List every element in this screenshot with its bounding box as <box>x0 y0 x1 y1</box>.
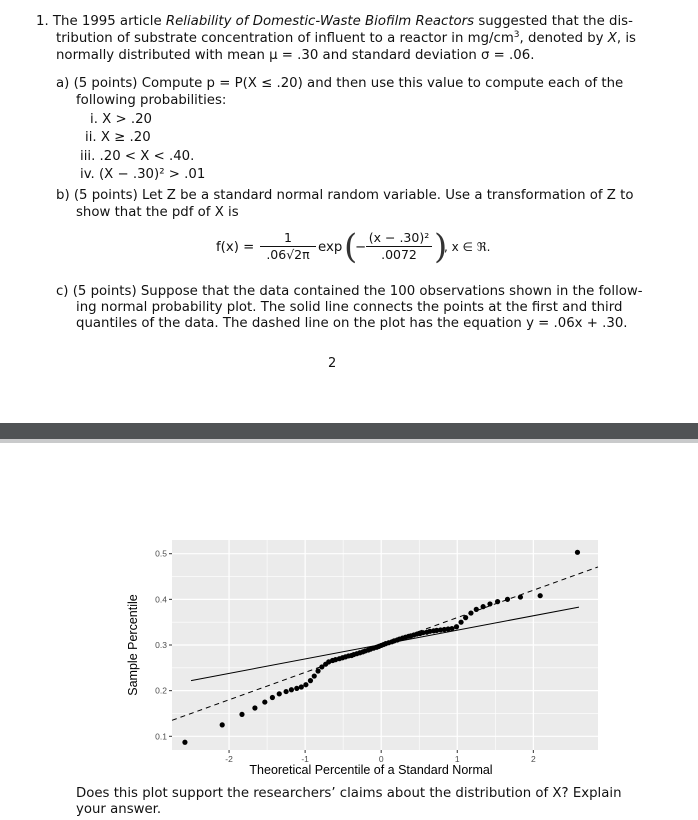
y-tick-label: 0.5 <box>155 548 167 559</box>
x-axis-ticks <box>225 750 536 764</box>
data-point <box>495 599 500 604</box>
page-gap <box>0 423 698 439</box>
intro-line-1: 1. The 1995 article Reliability of Domestic-Waste Biofilm Reactors suggested that the dis- <box>36 14 633 29</box>
formula-domain: , x ∈ ℜ. <box>444 240 491 254</box>
data-point <box>277 691 282 696</box>
data-point <box>252 705 257 710</box>
data-point <box>312 673 317 678</box>
data-point <box>262 699 267 704</box>
formula-left-paren: ( <box>344 227 358 267</box>
part-c-line-3: quantiles of the data. The dashed line on the plot has the equation y = .06x + .30. <box>76 316 628 331</box>
data-point <box>575 550 580 555</box>
data-point <box>220 722 225 727</box>
part-b-line-1: b) (5 points) Let Z be a standard normal random variable. Use a transformation of Z to <box>56 188 634 203</box>
part-a-line-2: following probabilities: <box>76 93 227 108</box>
data-point <box>505 597 510 602</box>
x-tick-label: 0 <box>378 754 384 764</box>
data-point <box>270 695 275 700</box>
part-a-item-3: iii. .20 < X < .40. <box>80 149 195 164</box>
data-point <box>454 624 459 629</box>
part-a-item-4: iv. (X − .30)² > .01 <box>80 167 206 182</box>
pdf-formula <box>216 228 516 274</box>
data-point <box>458 620 463 625</box>
formula-fraction-2 <box>366 230 432 263</box>
y-tick-label: 0.3 <box>155 640 167 650</box>
data-point <box>487 601 492 606</box>
intro-line-3: normally distributed with mean μ = .30 and standard deviation σ = .06. <box>56 48 535 63</box>
page-number: 2 <box>328 356 337 371</box>
x-tick-label: -1 <box>301 754 309 764</box>
part-b-line-2: show that the pdf of X is <box>76 205 239 220</box>
fraction-2-numerator: (x − .30)² <box>368 230 430 245</box>
part-a-line-1: a) (5 points) Compute p = P(X ≤ .20) and then use this value to compute each of the <box>56 76 624 91</box>
data-point <box>294 686 299 691</box>
part-c-line-1: c) (5 points) Suppose that the data contained the 100 observations shown in the follow- <box>56 284 643 299</box>
y-tick-label: 0.1 <box>155 731 167 742</box>
data-point <box>303 682 308 687</box>
page-2 <box>0 443 698 820</box>
data-point <box>449 626 454 631</box>
data-point <box>518 594 523 599</box>
data-point <box>299 684 304 689</box>
y-tick-label: 0.4 <box>155 594 167 605</box>
y-axis-ticks <box>155 549 172 742</box>
x-tick-label: 1 <box>454 754 460 764</box>
data-point <box>538 593 543 598</box>
data-point <box>468 610 473 615</box>
x-tick-label: -2 <box>225 754 233 764</box>
formula-right-paren: ) <box>434 227 448 267</box>
normal-probability-plot <box>0 443 698 783</box>
data-point <box>481 604 486 609</box>
fraction-1-denominator: .06√2π <box>266 247 310 262</box>
formula-minus: − <box>355 240 367 255</box>
fraction-2-denominator: .0072 <box>381 247 417 262</box>
part-c-line-2: ing normal probability plot. The solid line connects the points at the first and third <box>76 300 623 315</box>
data-point <box>289 687 294 692</box>
x-tick-label: 2 <box>530 754 536 764</box>
data-point <box>182 740 187 745</box>
data-point <box>284 689 289 694</box>
question-line-1: Does this plot support the researchers’ claims about the distribution of X? Explain <box>76 786 622 801</box>
part-a-item-2: ii. X ≥ .20 <box>85 130 151 145</box>
part-a-item-1: i. X > .20 <box>90 112 152 127</box>
fraction-1-numerator: 1 <box>284 230 292 245</box>
data-point <box>474 607 479 612</box>
x-axis-label: Theoretical Percentile of a Standard Normal <box>249 763 493 777</box>
y-axis-label: Sample Percentile <box>126 594 140 696</box>
formula-lhs: f(x) = <box>216 240 255 255</box>
formula-exp: exp <box>318 240 343 255</box>
data-point <box>239 712 244 717</box>
data-point <box>463 615 468 620</box>
intro-line-2: tribution of substrate concentration of influent to a reactor in $mg/cm^3$, denoted by X, is <box>56 30 636 46</box>
data-point <box>315 668 320 673</box>
formula-fraction-1 <box>260 230 316 263</box>
question-line-2: your answer. <box>76 802 162 817</box>
data-point <box>308 678 313 683</box>
y-tick-label: 0.2 <box>155 685 167 696</box>
